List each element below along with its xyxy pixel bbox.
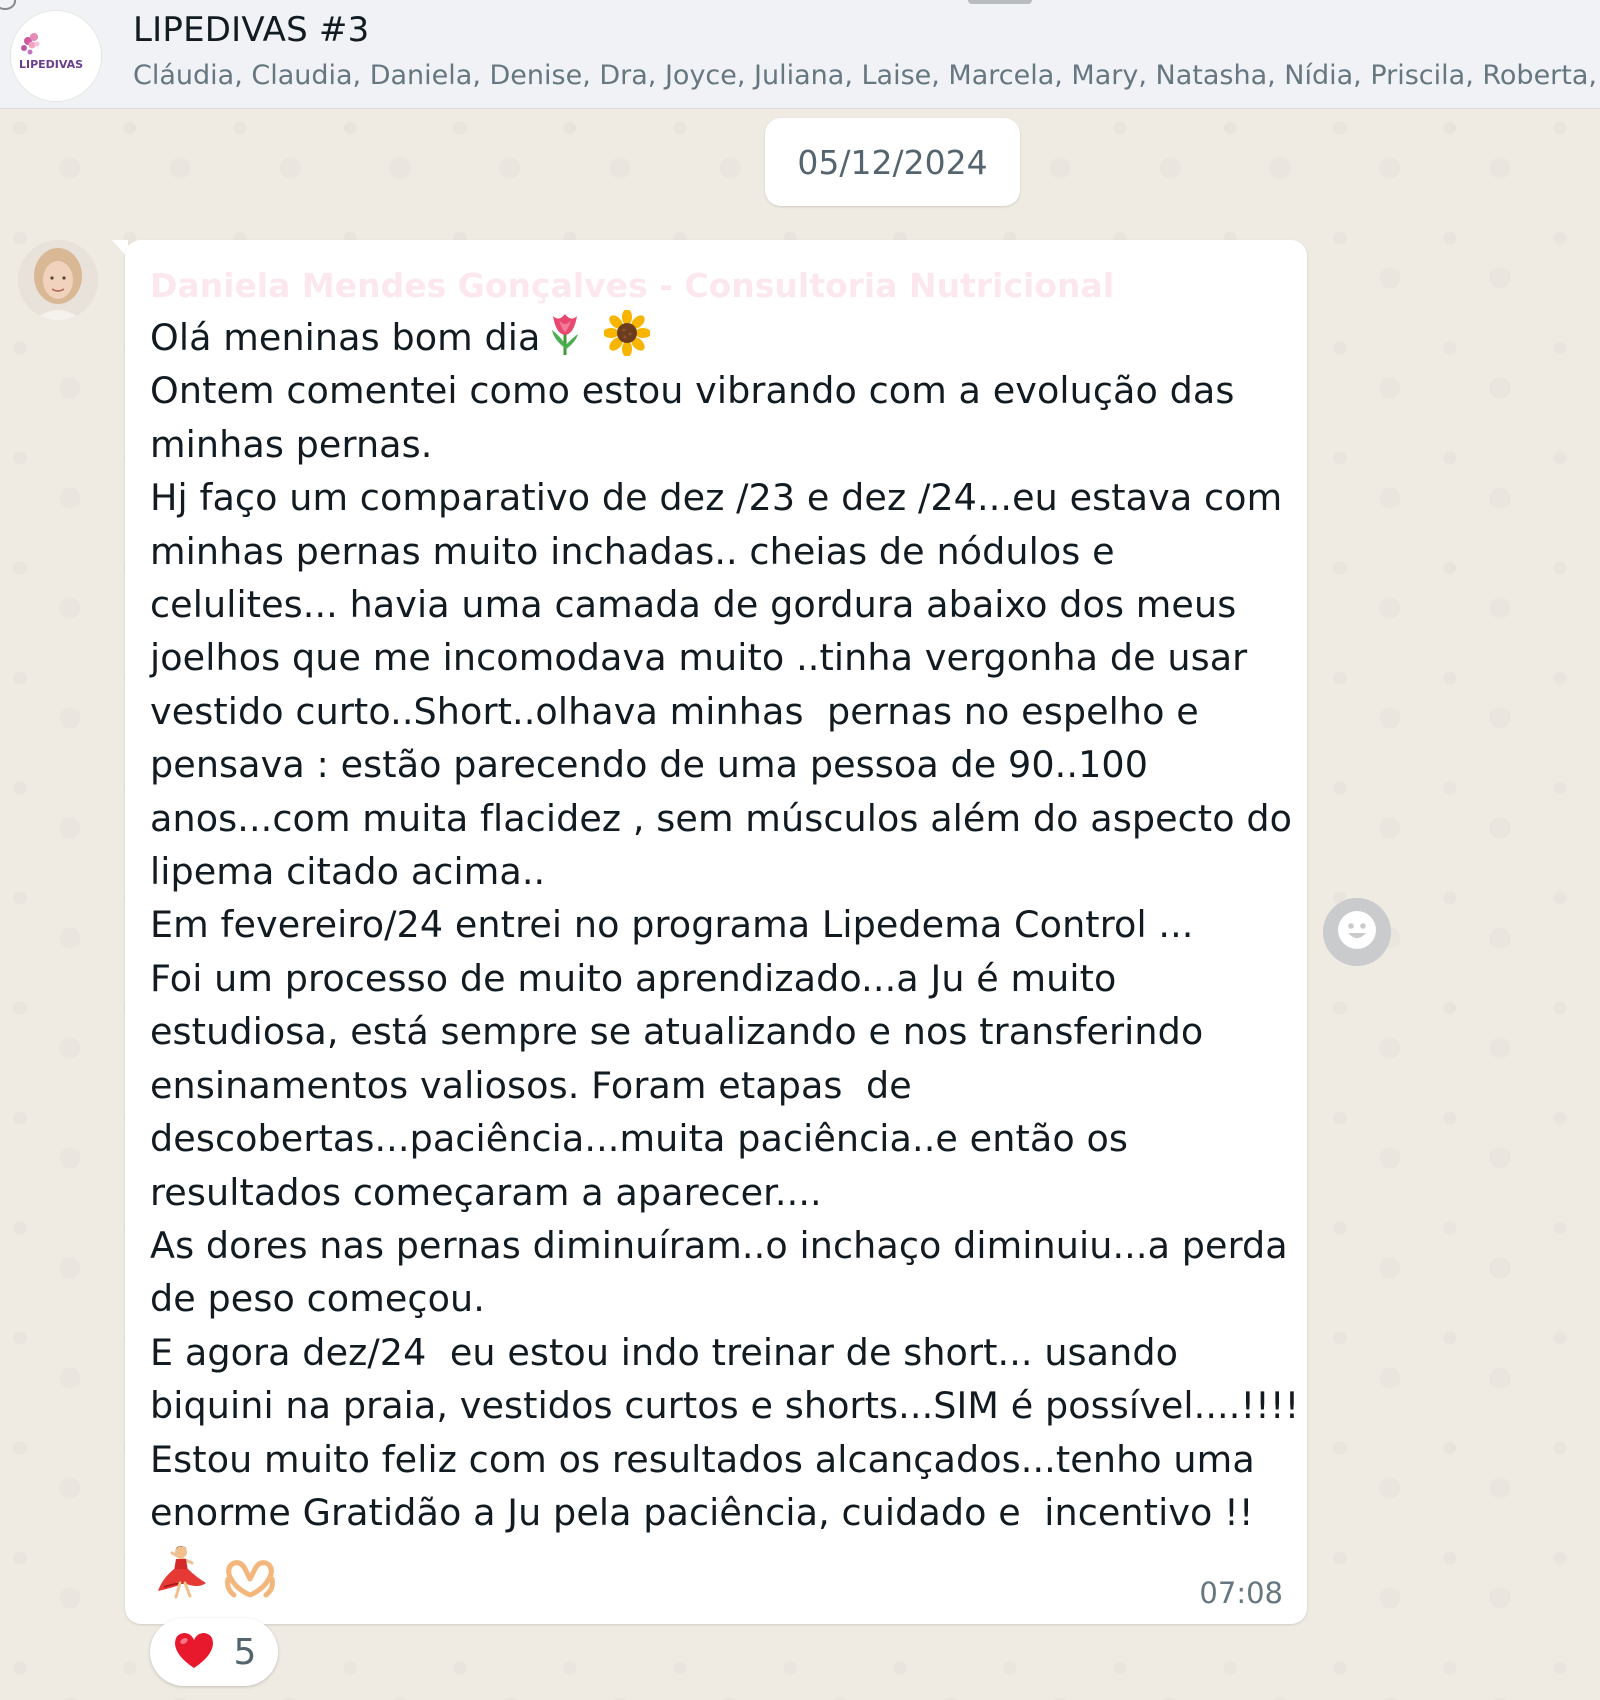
message-line: lipema citado acima.. [150,850,546,894]
message-line: minhas pernas muito inchadas.. cheias de nódulos e [150,529,1115,573]
sender-name[interactable]: Daniela Mendes Gonçalves - Consultoria Nutricional [150,266,1115,305]
message-line: celulites... havia uma camada de gordura abaixo dos meus [150,583,1237,627]
message-line: biquini na praia, vestidos curtos e shorts...SIM é possível....!!!! [150,1384,1300,1428]
drag-handle[interactable] [968,0,1032,4]
message-bubble[interactable] [125,240,1307,1624]
red-heart-icon [172,1630,216,1674]
sender-photo-icon [18,240,98,320]
message-line: Hj faço um comparativo de dez /23 e dez /24...eu estava com [150,476,1283,520]
message-line: joelhos que me incomodava muito ..tinha vergonha de usar [150,636,1248,680]
date-separator: 05/12/2024 [765,118,1020,206]
message-line: pensava : estão parecendo de uma pessoa de 90..100 [150,743,1149,787]
message-line: anos...com muita flacidez , sem músculos além do aspecto do [150,796,1293,840]
chat-header[interactable] [0,0,1600,109]
dancer-emoji [154,1543,208,1599]
message-line: estudiosa, está sempre se atualizando e nos transferindo [150,1010,1204,1054]
message-line: de peso começou. [150,1277,485,1321]
message-line [150,310,1290,364]
message-timestamp: 07:08 [1199,1576,1283,1610]
group-avatar[interactable] [10,10,102,102]
heart-hands-emoji [222,1555,278,1599]
message-line: Estou muito feliz com os resultados alcançados...tenho uma [150,1437,1255,1481]
group-name[interactable]: LIPEDIVAS #3 [133,10,370,50]
smiley-icon [1336,909,1378,955]
message-line: resultados começaram a aparecer.... [150,1170,822,1214]
message-line: Foi um processo de muito aprendizado...a Ju é muito [150,956,1117,1000]
message-line: As dores nas pernas diminuíram..o inchaço diminuiu...a perda [150,1223,1288,1267]
sunflower-emoji [604,310,650,356]
group-members[interactable]: Cláudia, Claudia, Daniela, Denise, Dra, Joyce, Juliana, Laise, Marcela, Mary, Natasha, Nídia, Priscila, Roberta, [133,60,1597,91]
reaction-badge[interactable] [150,1618,278,1686]
message-line: E agora dez/24 eu estou indo treinar de short... usando [150,1330,1179,1374]
message-line: vestido curto..Short..olhava minhas pernas no espelho e [150,689,1199,733]
sender-avatar[interactable] [18,240,98,320]
logo-text: LIPEDIVAS [19,58,84,71]
window-corner-decoration [0,0,16,10]
lipedivas-logo-icon [11,11,101,101]
message-line: ensinamentos valiosos. Foram etapas de [150,1063,912,1107]
message-line: descobertas...paciência...muita paciência..e então os [150,1117,1129,1161]
message-line: Ontem comentei como estou vibrando com a evolução das [150,369,1235,413]
message-line: minhas pernas. [150,422,433,466]
react-button[interactable] [1323,898,1391,966]
message-line: enorme Gratidão a Ju pela paciência, cuidado e incentivo !! [150,1490,1254,1534]
tulip-emoji [544,310,586,356]
message-line-text: Olá meninas bom dia [150,316,541,359]
message-line: Em fevereiro/24 entrei no programa Lipedema Control ... [150,903,1194,947]
message-text [150,310,1300,1608]
message-emoji-line [150,1543,1290,1607]
reaction-count: 5 [233,1631,257,1673]
